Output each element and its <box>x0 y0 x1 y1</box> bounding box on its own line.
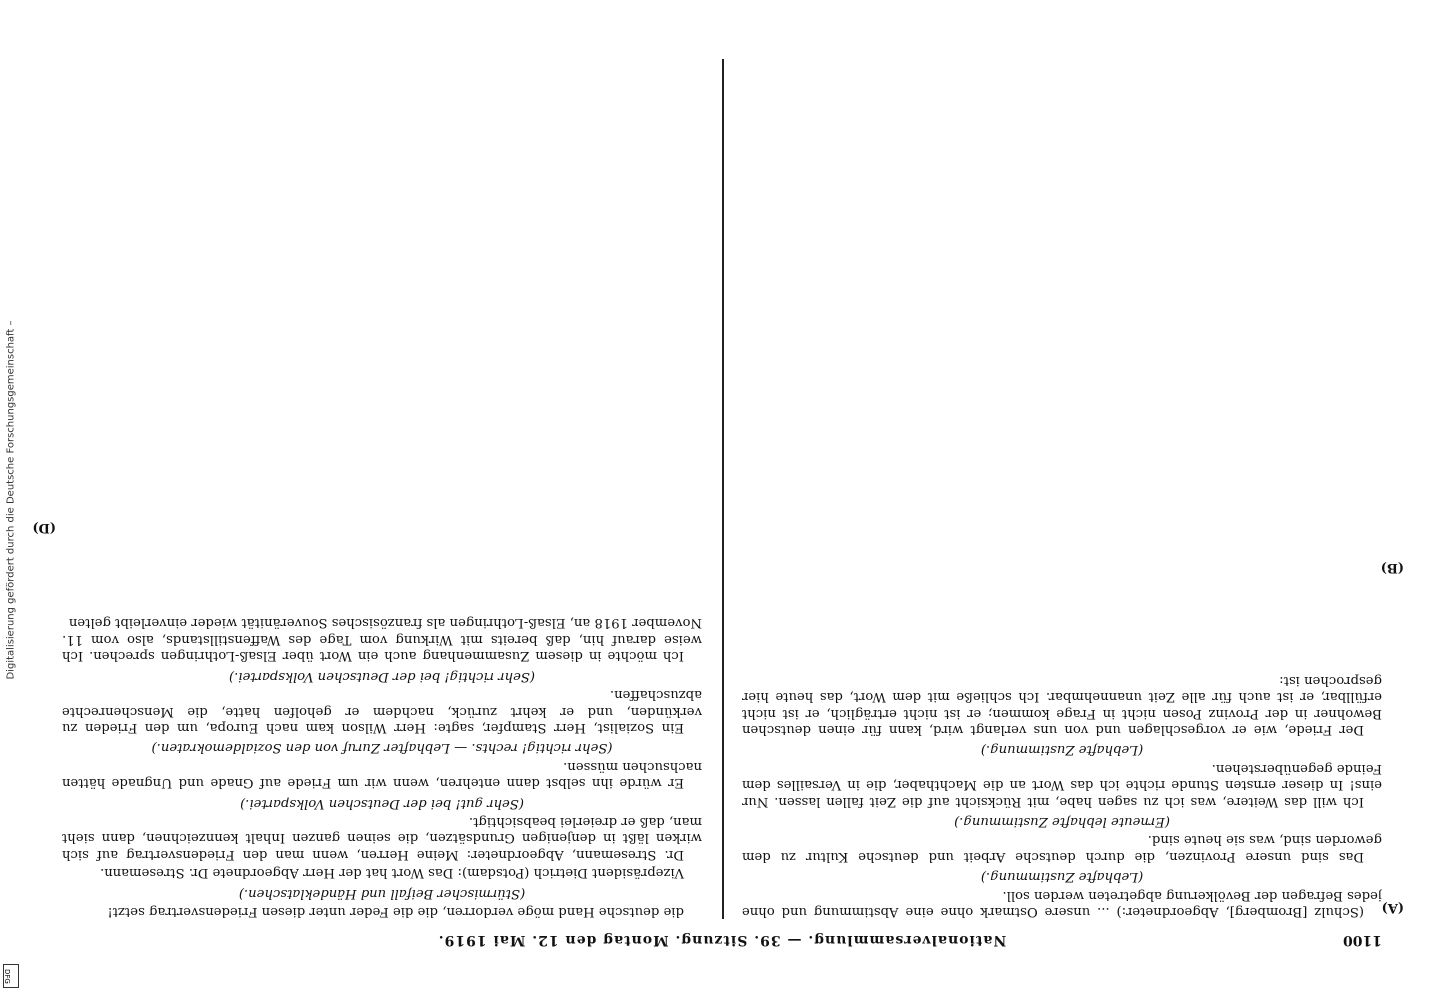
stage-direction: (Lebhafte Zustimmung.) <box>980 742 1144 758</box>
newspaper-page <box>32 55 1404 955</box>
paragraph: Er würde ihn selbst dann entehren, wenn wir um Friede auf Gnade und Ungnade hätten nachsuchen müssen. <box>62 758 702 791</box>
left-column <box>742 59 1382 919</box>
paragraph: Dr. Stresemann, Abgeordneter: Meine Herren, wenn man den Friedensvertrag auf sich wirken läßt in denjenigen Grundsätzen, die seinen ganzen Inhalt kennzeichnen, dann sieht man, daß er dreierlei beabsichtigt. <box>62 813 702 862</box>
stage-direction: (Erneute lebhafte Zustimmung.) <box>954 813 1170 829</box>
margin-marker-d: (D) <box>32 520 56 535</box>
page-number: 1100 <box>1343 932 1382 948</box>
margin-marker-b: (B) <box>1380 560 1404 575</box>
page-header <box>62 925 1382 955</box>
paragraph: Das sind unsere Provinzen, die durch deutsche Arbeit und deutsche Kultur zu dem geworden sind, was sie heute sind. <box>742 832 1382 864</box>
paragraph: Ich will das Weitere, was ich zu sagen habe, mit Rücksicht auf die Zeit fallen lassen. Nur eins! In dieser ernsten Stunde richte ich das Wort an die Machthaber, die in Versailles dem Feinde gegenüberstehen. <box>742 760 1382 809</box>
stage-direction: (Sehr richtig! bei der Deutschen Volkspartei.) <box>228 668 536 684</box>
stage-direction: (Stürmischer Beifall und Händeklatschen.) <box>238 885 526 901</box>
credit-text: Digitalisierung gefördert durch die Deutsche Forschungsgemeinschaft – <box>5 320 17 680</box>
paragraph: Ich möchte in diesem Zusammenhang auch ein Wort über Elsaß-Lothringen sprechen. Ich weise darauf hin, daß bereits mit Wirkung vom Tage des Waffenstillstands, also vom 11. November 1918 an, Elsaß-Lothringen als französisches Souveränität wieder einverleibt gelten <box>62 615 702 664</box>
stage-direction: (Sehr richtig! rechts. — Lebhafter Zuruf von den Sozialdemokraten.) <box>151 740 613 756</box>
dfg-logo: DFG <box>3 964 19 988</box>
page-title: Nationalversammlung. — 39. Sitzung. Montag den 12. Mai 1919. <box>437 932 1007 948</box>
paragraph: Vizepräsident Dietrich (Potsdam): Das Wort hat der Herr Abgeordnete Dr. Stresemann. <box>100 865 684 881</box>
stage-direction: (Lebhafte Zustimmung.) <box>980 869 1144 885</box>
paragraph: die deutsche Hand möge verdorren, die die Feder unter diesen Friedensvertrag setzt! <box>107 904 684 919</box>
margin-marker-a: (A) <box>1381 900 1404 915</box>
digitization-credit <box>0 0 22 1000</box>
right-column <box>62 59 702 919</box>
paragraph: Der Friede, wie er vorgeschlagen und von uns verlangt wird, kann für einen deutschen Bewohner in der Provinz Posen nicht in Frage kommen; er ist nicht erträglich, er ist nicht erfüllbar, er ist auch für alle Zeit unannehmbar. Ich schließe mit dem Wort, das heute hier gesprochen ist: <box>742 672 1382 737</box>
paragraph: Ein Sozialist, Herr Stampfer, sagte: Herr Wilson kam nach Europa, um den Frieden zu verkünden, und er kehrt zurück, nachdem er geholfen hatte, die Menschenrechte abzuschaffen. <box>62 687 702 735</box>
paragraph: (Schulz [Bromberg], Abgeordneter:) ... unsere Ostmark ohne eine Abstimmung und ohne jedes Befragen der Bevölkerung abgetreten werden soll. <box>742 887 1382 919</box>
column-divider <box>722 59 724 919</box>
stage-direction: (Sehr gut! bei der Deutschen Volkspartei.) <box>240 795 524 811</box>
